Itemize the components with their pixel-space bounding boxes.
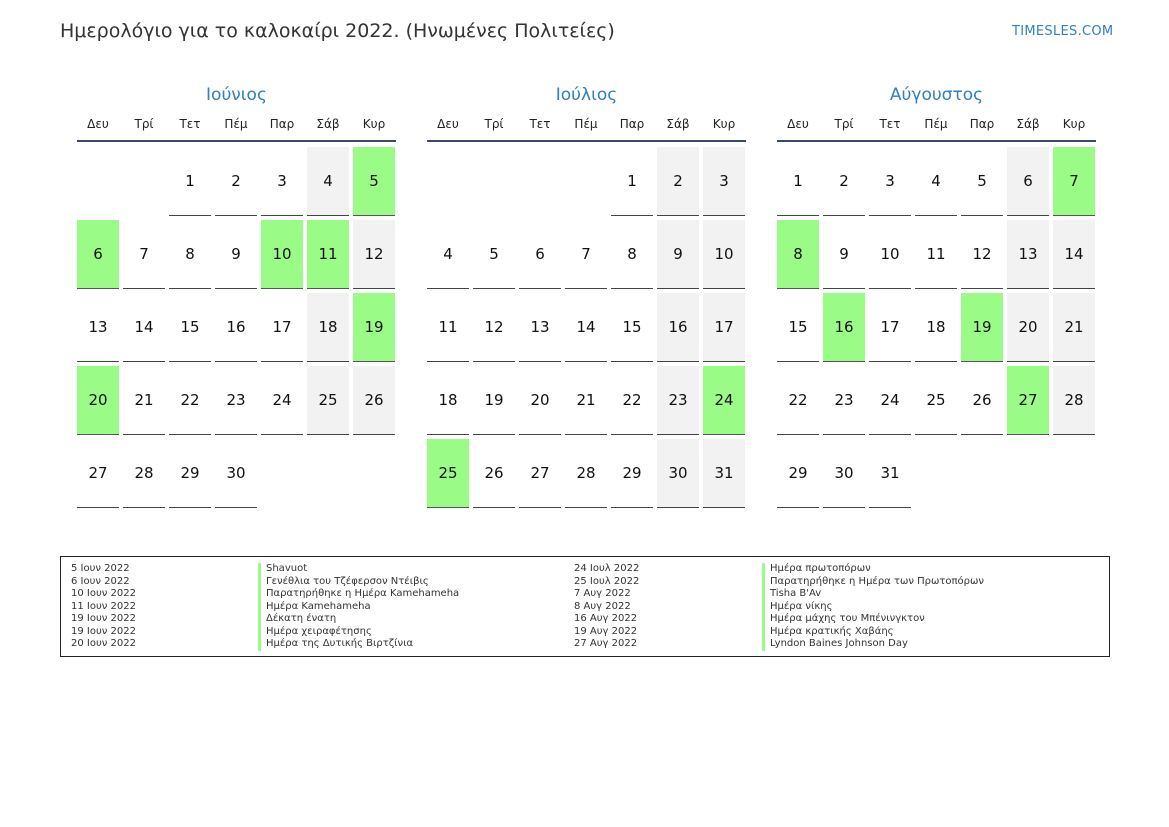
legend-date: 7 Αυγ 2022	[574, 588, 631, 599]
weekday-header	[77, 108, 396, 142]
day-cell: 5	[473, 220, 515, 289]
day-cell: 2	[215, 147, 257, 216]
day-cell: 19	[473, 366, 515, 435]
weekday-label: Τρί	[834, 117, 854, 131]
day-cell: 2	[657, 147, 699, 216]
day-cell: 27	[1007, 366, 1049, 435]
weekday-label: Κυρ	[362, 117, 386, 131]
legend-holiday-name: Ημέρα χειραφέτησης	[258, 626, 372, 639]
weekday-label: Παρ	[969, 117, 995, 131]
weekday-label: Τρί	[134, 117, 154, 131]
day-cell: 29	[169, 439, 211, 508]
day-cell: 1	[777, 147, 819, 216]
week-row	[427, 293, 746, 362]
day-cell: 18	[915, 293, 957, 362]
day-cell: 26	[353, 366, 395, 435]
month-calendar	[427, 82, 746, 512]
day-cell: 12	[961, 220, 1003, 289]
day-cell: 16	[657, 293, 699, 362]
day-cell: 9	[823, 220, 865, 289]
empty-day-cell	[123, 147, 165, 216]
day-cell: 3	[869, 147, 911, 216]
day-cell: 10	[261, 220, 303, 289]
week-row	[777, 293, 1096, 362]
day-cell: 18	[307, 293, 349, 362]
site-link[interactable]: TIMESLES.COM	[1012, 24, 1114, 39]
legend-date: 8 Αυγ 2022	[574, 600, 631, 612]
empty-day-cell	[261, 439, 303, 508]
day-cell: 17	[869, 293, 911, 362]
day-cell: 31	[703, 439, 745, 508]
day-cell: 29	[611, 439, 653, 508]
legend-date: 5 Ιουν 2022	[71, 563, 130, 574]
weekday-label: Δευ	[787, 117, 809, 131]
day-cell: 12	[353, 220, 395, 289]
empty-day-cell	[915, 439, 957, 508]
day-cell: 20	[1007, 293, 1049, 362]
day-cell: 2	[823, 147, 865, 216]
day-cell: 25	[427, 439, 469, 508]
legend-holiday-name: Ημέρα πρωτοπόρων	[762, 563, 871, 576]
week-row	[427, 366, 746, 435]
weekday-label: Τετ	[529, 117, 551, 131]
day-cell: 28	[1053, 366, 1095, 435]
day-cell: 11	[427, 293, 469, 362]
legend-holiday-name: Ημέρα Kamehameha	[258, 601, 371, 614]
empty-day-cell	[307, 439, 349, 508]
day-cell: 19	[353, 293, 395, 362]
legend-date: 27 Αυγ 2022	[574, 638, 638, 649]
day-cell: 24	[261, 366, 303, 435]
week-row	[777, 220, 1096, 289]
legend-holiday-name: Ημέρα της Δυτικής Βιρτζίνια	[258, 638, 413, 651]
day-cell: 16	[215, 293, 257, 362]
empty-day-cell	[565, 147, 607, 216]
day-cell: 11	[915, 220, 957, 289]
legend-holiday-name: Shavuot	[258, 563, 307, 576]
day-cell: 1	[611, 147, 653, 216]
weekday-label: Δευ	[87, 117, 109, 131]
day-cell: 4	[307, 147, 349, 216]
weekday-label: Κυρ	[1062, 117, 1086, 131]
legend-holiday-name: Lyndon Baines Johnson Day	[762, 638, 908, 651]
legend-date: 20 Ιουν 2022	[71, 638, 136, 649]
weekday-label: Πέμ	[574, 117, 598, 131]
day-cell: 7	[123, 220, 165, 289]
day-cell: 24	[703, 366, 745, 435]
day-cell: 28	[123, 439, 165, 508]
week-row	[777, 147, 1096, 216]
day-cell: 6	[1007, 147, 1049, 216]
day-cell: 15	[777, 293, 819, 362]
day-cell: 31	[869, 439, 911, 508]
day-cell: 5	[961, 147, 1003, 216]
day-cell: 19	[961, 293, 1003, 362]
day-cell: 24	[869, 366, 911, 435]
month-calendar	[77, 82, 396, 512]
empty-day-cell	[77, 147, 119, 216]
legend-holiday-name: Παρατηρήθηκε η Ημέρα των Πρωτοπόρων	[762, 576, 984, 589]
legend-holiday-name: Ημέρα νίκης	[762, 601, 832, 614]
day-cell: 30	[215, 439, 257, 508]
day-cell: 18	[427, 366, 469, 435]
day-cell: 14	[1053, 220, 1095, 289]
day-cell: 23	[823, 366, 865, 435]
legend-date: 11 Ιουν 2022	[71, 600, 136, 612]
legend-holiday-name: Ημέρα μάχης του Μπένινγκτον	[762, 613, 925, 626]
empty-day-cell	[353, 439, 395, 508]
week-row	[77, 439, 396, 508]
weekday-header	[427, 108, 746, 142]
day-cell: 23	[657, 366, 699, 435]
day-cell: 30	[657, 439, 699, 508]
day-cell: 22	[169, 366, 211, 435]
day-cell: 21	[1053, 293, 1095, 362]
day-cell: 17	[703, 293, 745, 362]
legend-date: 6 Ιουν 2022	[71, 575, 130, 587]
week-row	[427, 147, 746, 216]
day-cell: 15	[611, 293, 653, 362]
week-row	[77, 220, 396, 289]
weekday-label: Παρ	[269, 117, 295, 131]
month-name: Αύγουστος	[889, 85, 984, 105]
weekday-label: Σάβ	[316, 117, 340, 131]
day-cell: 21	[123, 366, 165, 435]
day-cell: 20	[77, 366, 119, 435]
week-row	[77, 147, 396, 216]
weekday-label: Σάβ	[666, 117, 690, 131]
weekday-label: Δευ	[437, 117, 459, 131]
week-row	[777, 366, 1096, 435]
empty-day-cell	[1007, 439, 1049, 508]
day-cell: 25	[307, 366, 349, 435]
day-cell: 26	[961, 366, 1003, 435]
day-cell: 3	[703, 147, 745, 216]
empty-day-cell	[519, 147, 561, 216]
legend-holiday-name: Γενέθλια του Τζέφερσον Ντέιβις	[258, 576, 429, 589]
legend-date: 19 Ιουν 2022	[71, 613, 136, 624]
day-cell: 3	[261, 147, 303, 216]
day-cell: 13	[519, 293, 561, 362]
day-cell: 27	[519, 439, 561, 508]
legend-holiday-name: Ημέρα κρατικής Χαβάης	[762, 626, 894, 639]
day-cell: 23	[215, 366, 257, 435]
legend-date: 16 Αυγ 2022	[574, 613, 638, 624]
week-row	[77, 366, 396, 435]
legend-date: 19 Ιουν 2022	[71, 625, 136, 637]
day-cell: 7	[1053, 147, 1095, 216]
day-cell: 10	[703, 220, 745, 289]
day-cell: 11	[307, 220, 349, 289]
weekday-label: Τρί	[484, 117, 504, 131]
day-cell: 22	[611, 366, 653, 435]
day-cell: 6	[77, 220, 119, 289]
month-name: Ιούλιος	[555, 85, 618, 105]
day-cell: 14	[123, 293, 165, 362]
day-cell: 28	[565, 439, 607, 508]
day-cell: 1	[169, 147, 211, 216]
day-cell: 27	[77, 439, 119, 508]
day-cell: 13	[77, 293, 119, 362]
week-row	[427, 220, 746, 289]
day-cell: 5	[353, 147, 395, 216]
legend-date: 25 Ιουλ 2022	[574, 575, 640, 587]
weekday-label: Πέμ	[924, 117, 948, 131]
weekday-label: Παρ	[619, 117, 645, 131]
day-cell: 8	[777, 220, 819, 289]
day-cell: 13	[1007, 220, 1049, 289]
day-cell: 8	[169, 220, 211, 289]
day-cell: 26	[473, 439, 515, 508]
day-cell: 16	[823, 293, 865, 362]
legend-holiday-name: Tisha B'Av	[762, 588, 821, 601]
day-cell: 21	[565, 366, 607, 435]
legend-date: 24 Ιουλ 2022	[574, 563, 640, 574]
day-cell: 25	[915, 366, 957, 435]
week-row	[427, 439, 746, 508]
weekday-header	[777, 108, 1096, 142]
holiday-legend	[60, 556, 1110, 657]
day-cell: 6	[519, 220, 561, 289]
day-cell: 30	[823, 439, 865, 508]
weekday-label: Πέμ	[224, 117, 248, 131]
weekday-label: Τετ	[179, 117, 201, 131]
day-cell: 29	[777, 439, 819, 508]
day-cell: 4	[915, 147, 957, 216]
weekday-label: Τετ	[879, 117, 901, 131]
day-cell: 8	[611, 220, 653, 289]
day-cell: 9	[657, 220, 699, 289]
month-calendar	[777, 82, 1096, 512]
weekday-label: Κυρ	[712, 117, 736, 131]
day-cell: 7	[565, 220, 607, 289]
day-cell: 9	[215, 220, 257, 289]
legend-holiday-name: Δέκατη ένατη	[258, 613, 336, 626]
legend-holiday-name: Παρατηρήθηκε η Ημέρα Kamehameha	[258, 588, 459, 601]
day-cell: 17	[261, 293, 303, 362]
day-cell: 15	[169, 293, 211, 362]
empty-day-cell	[961, 439, 1003, 508]
day-cell: 22	[777, 366, 819, 435]
day-cell: 20	[519, 366, 561, 435]
day-cell: 10	[869, 220, 911, 289]
month-name: Ιούνιος	[206, 85, 267, 105]
weekday-label: Σάβ	[1016, 117, 1040, 131]
empty-day-cell	[473, 147, 515, 216]
week-row	[777, 439, 1096, 508]
day-cell: 12	[473, 293, 515, 362]
empty-day-cell	[1053, 439, 1095, 508]
legend-date: 10 Ιουν 2022	[71, 588, 136, 599]
day-cell: 14	[565, 293, 607, 362]
day-cell: 4	[427, 220, 469, 289]
week-row	[77, 293, 396, 362]
empty-day-cell	[427, 147, 469, 216]
page-title: Ημερολόγιο για το καλοκαίρι 2022. (Ηνωμένες Πολιτείες)	[60, 20, 615, 42]
legend-date: 19 Αυγ 2022	[574, 625, 638, 637]
